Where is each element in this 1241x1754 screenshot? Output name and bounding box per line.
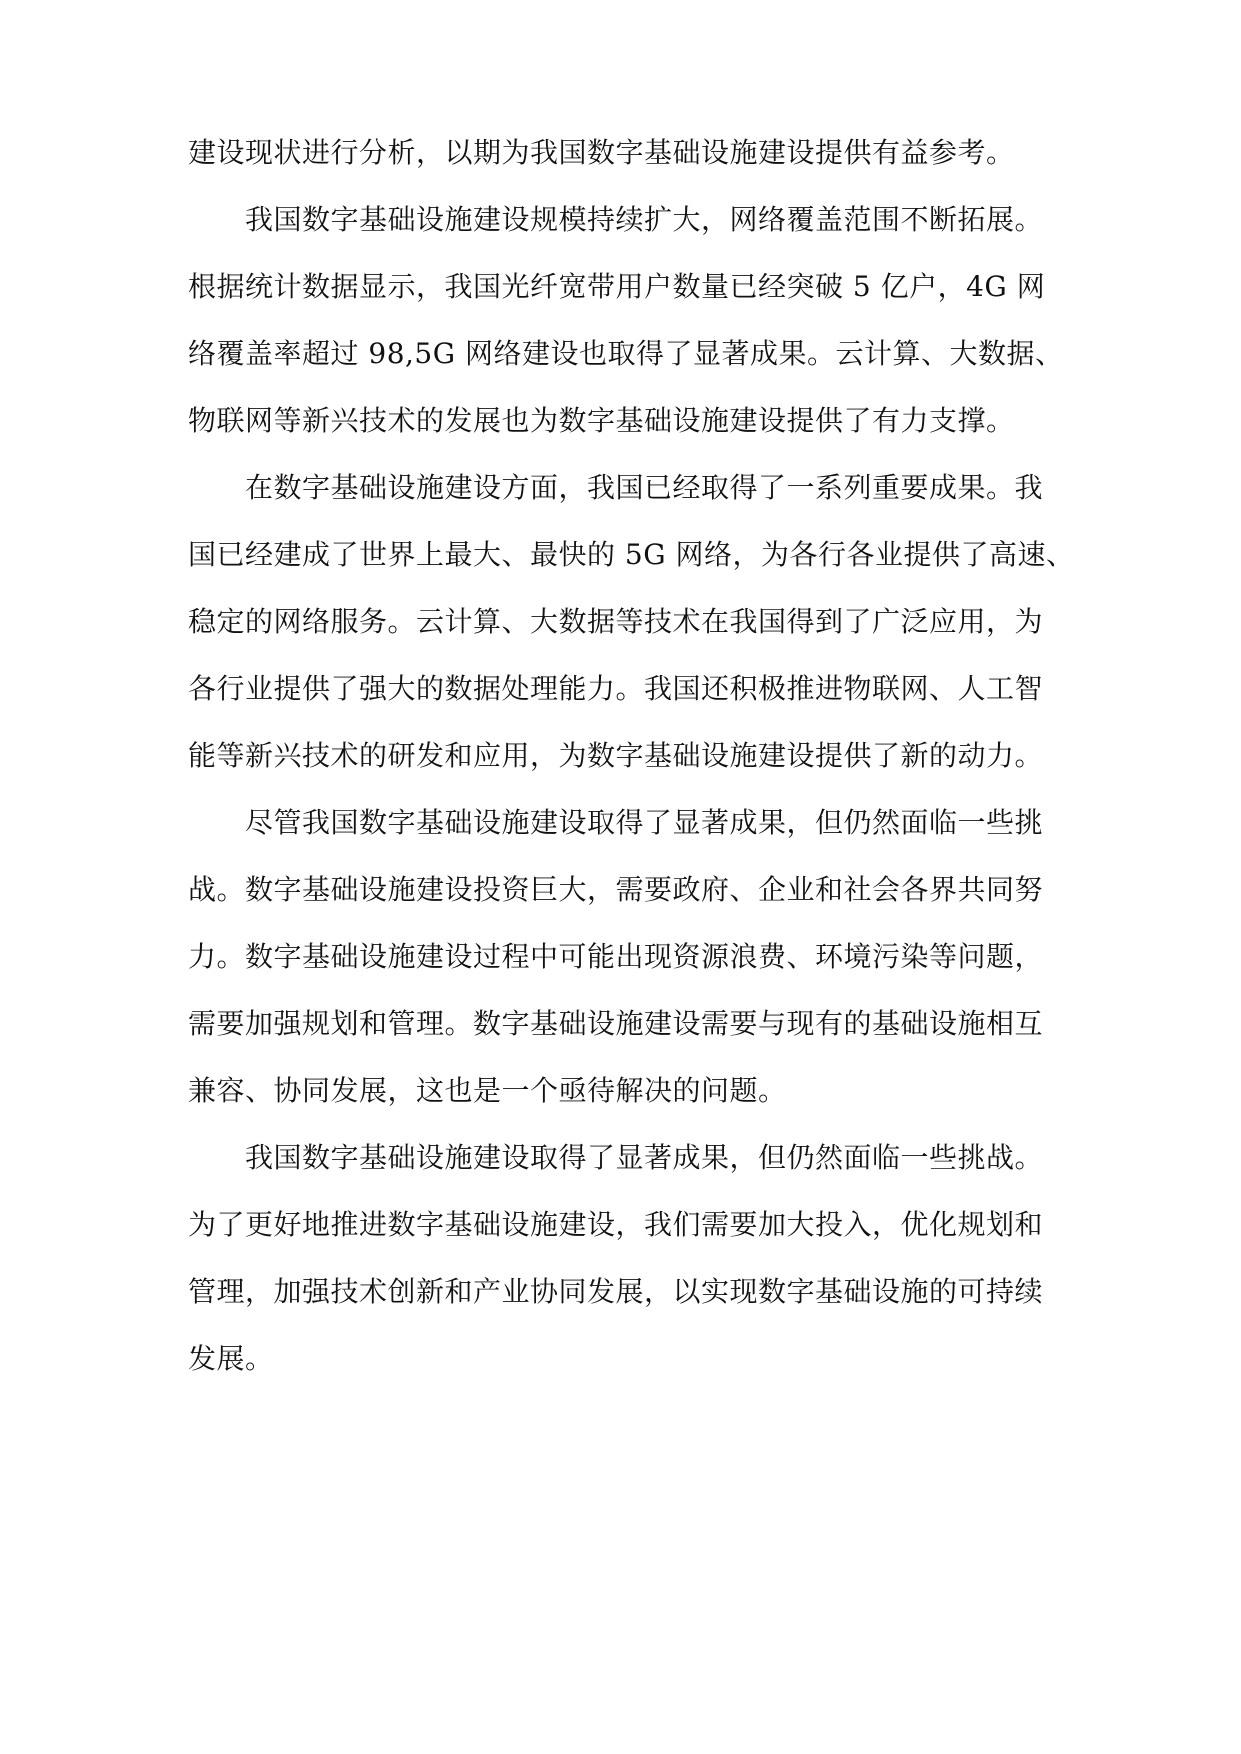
text-line: 络覆盖率超过 98,5G 网络建设也取得了显著成果。云计算、大数据、 [188, 337, 1064, 370]
text-line: 需要加强规划和管理。数字基础设施建设需要与现有的基础设施相互 [188, 1007, 1044, 1040]
text-line: 各行业提供了强大的数据处理能力。我国还积极推进物联网、人工智 [188, 672, 1044, 705]
paragraph-first-line: 尽管我国数字基础设施建设取得了显著成果，但仍然面临一些挑 [245, 806, 1044, 839]
text-line: 管理，加强技术创新和产业协同发展，以实现数字基础设施的可持续 [188, 1275, 1044, 1308]
text-line: 能等新兴技术的研发和应用，为数字基础设施建设提供了新的动力。 [188, 739, 1044, 772]
paragraph-first-line: 在数字基础设施建设方面，我国已经取得了一系列重要成果。我 [245, 471, 1044, 504]
paragraph-first-line: 我国数字基础设施建设取得了显著成果，但仍然面临一些挑战。 [245, 1141, 1044, 1174]
text-line: 战。数字基础设施建设投资巨大，需要政府、企业和社会各界共同努 [188, 873, 1044, 906]
text-line: 根据统计数据显示，我国光纤宽带用户数量已经突破 5 亿户，4G 网 [188, 270, 1046, 303]
text-line: 兼容、协同发展，这也是一个亟待解决的问题。 [188, 1074, 787, 1107]
text-line: 建设现状进行分析，以期为我国数字基础设施建设提供有益参考。 [188, 136, 1015, 169]
paragraph-first-line: 我国数字基础设施建设规模持续扩大，网络覆盖范围不断拓展。 [245, 203, 1044, 236]
text-line: 稳定的网络服务。云计算、大数据等技术在我国得到了广泛应用，为 [188, 605, 1044, 638]
text-line: 为了更好地推进数字基础设施建设，我们需要加大投入，优化规划和 [188, 1208, 1044, 1241]
text-line: 国已经建成了世界上最大、最快的 5G 网络，为各行各业提供了高速、 [188, 538, 1075, 571]
text-line: 发展。 [188, 1342, 274, 1375]
text-line: 力。数字基础设施建设过程中可能出现资源浪费、环境污染等问题， [188, 940, 1044, 973]
text-line: 物联网等新兴技术的发展也为数字基础设施建设提供了有力支撑。 [188, 404, 1015, 437]
